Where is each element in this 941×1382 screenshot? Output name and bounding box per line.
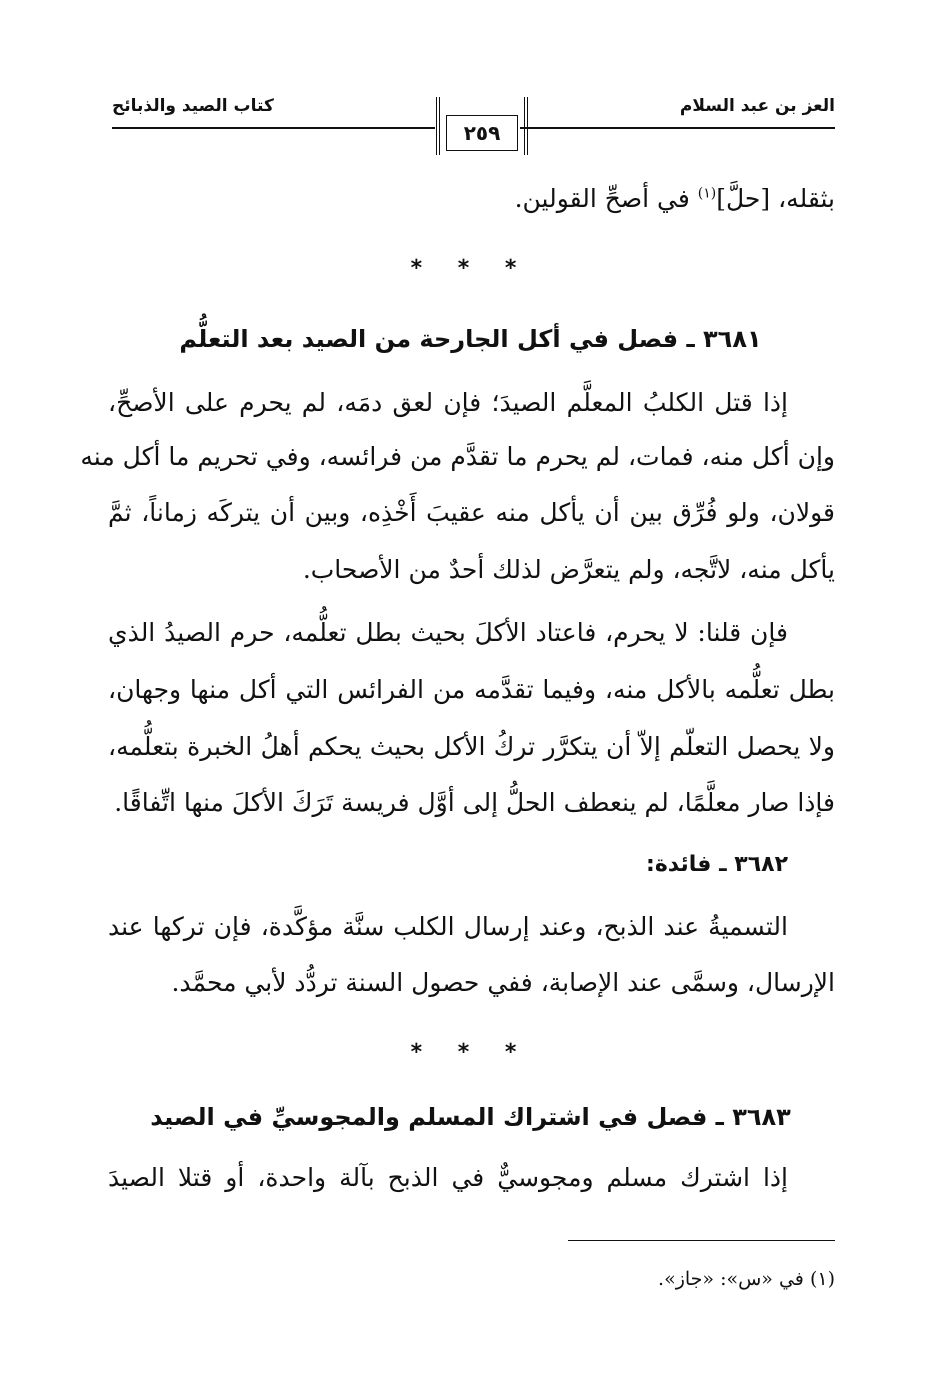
header-book-title: كتاب الصيد والذبائح [112, 96, 274, 116]
paragraph-line: فإذا صار معلَّمًا، لم ينعطف الحلُّ إلى أوَّل فريسة تَرَكَ الأكلَ منها اتِّفاقًا. [114, 788, 835, 817]
paragraph-line: فإن قلنا: لا يحرم، فاعتاد الأكلَ بحيث بطل تعلُّمه، حرم الصيدُ الذي [108, 618, 788, 647]
section-heading-3682: ٣٦٨٢ ـ فائدة: [646, 852, 788, 877]
paragraph-line: التسميةُ عند الذبح، وعند إرسال الكلب سنَّة مؤكَّدة، فإن تركها عند [108, 912, 788, 941]
header-author: العز بن عبد السلام [679, 96, 835, 116]
continuation-rest: في أصحِّ القولين. [514, 184, 698, 213]
header-rule-left [112, 127, 435, 129]
paragraph-line: إذا اشترك مسلم ومجوسيٌّ في الذبح بآلة واحدة، أو قتلا الصيدَ [108, 1163, 788, 1192]
page-number-frame [436, 97, 528, 155]
section-separator: * * * [410, 1040, 531, 1065]
paragraph-line: الإرسال، وسمَّى عند الإصابة، ففي حصول السنة تردُّد لأبي محمَّد. [171, 968, 835, 997]
header-rule-right [520, 127, 835, 129]
section-heading-3681: ٣٦٨١ ـ فصل في أكل الجارحة من الصيد بعد التعلُّم [179, 325, 762, 353]
footnote-ref[interactable]: (١) [697, 185, 717, 202]
paragraph-line: بطل تعلُّمه بالأكل منه، وفيما تقدَّمه من الفرائس التي أكل منها وجهان، [108, 675, 835, 704]
page-number: ٢٥٩ [463, 121, 501, 145]
section-heading-3683: ٣٦٨٣ ـ فصل في اشتراك المسلم والمجوسيِّ في الصيد [150, 1103, 791, 1131]
footnote-rule [568, 1240, 835, 1241]
paragraph-line: قولان، ولو فُرِّق بين أن يأكل منه عقيبَ أَخْذِه، وبين أن يتركَه زماناً، ثمَّ [108, 498, 835, 527]
footnote [658, 1268, 835, 1290]
continuation-line [515, 186, 835, 211]
paragraph-line: وإن أكل منه، فمات، لم يحرم ما تقدَّم من فرائسه، وفي تحريم ما أكل منه [80, 442, 835, 471]
paragraph-line: يأكل منه، لاتَّجه، ولم يتعرَّض لذلك أحدٌ من الأصحاب. [302, 555, 835, 584]
paragraph-line: إذا قتل الكلبُ المعلَّم الصيدَ؛ فإن لعق دمَه، لم يحرم على الأصحِّ، [108, 388, 788, 417]
section-separator: * * * [410, 256, 531, 281]
paragraph-line: ولا يحصل التعلّم إلاّ أن يتكرَّر تركُ الأكل بحيث يحكم أهلُ الخبرة بتعلُّمه، [108, 732, 835, 761]
footnote-marker: (١) [809, 1268, 835, 1290]
footnote-text: في «س»: «جاز». [658, 1268, 804, 1290]
continuation-text: بثقله، [حلَّ] [716, 184, 835, 213]
